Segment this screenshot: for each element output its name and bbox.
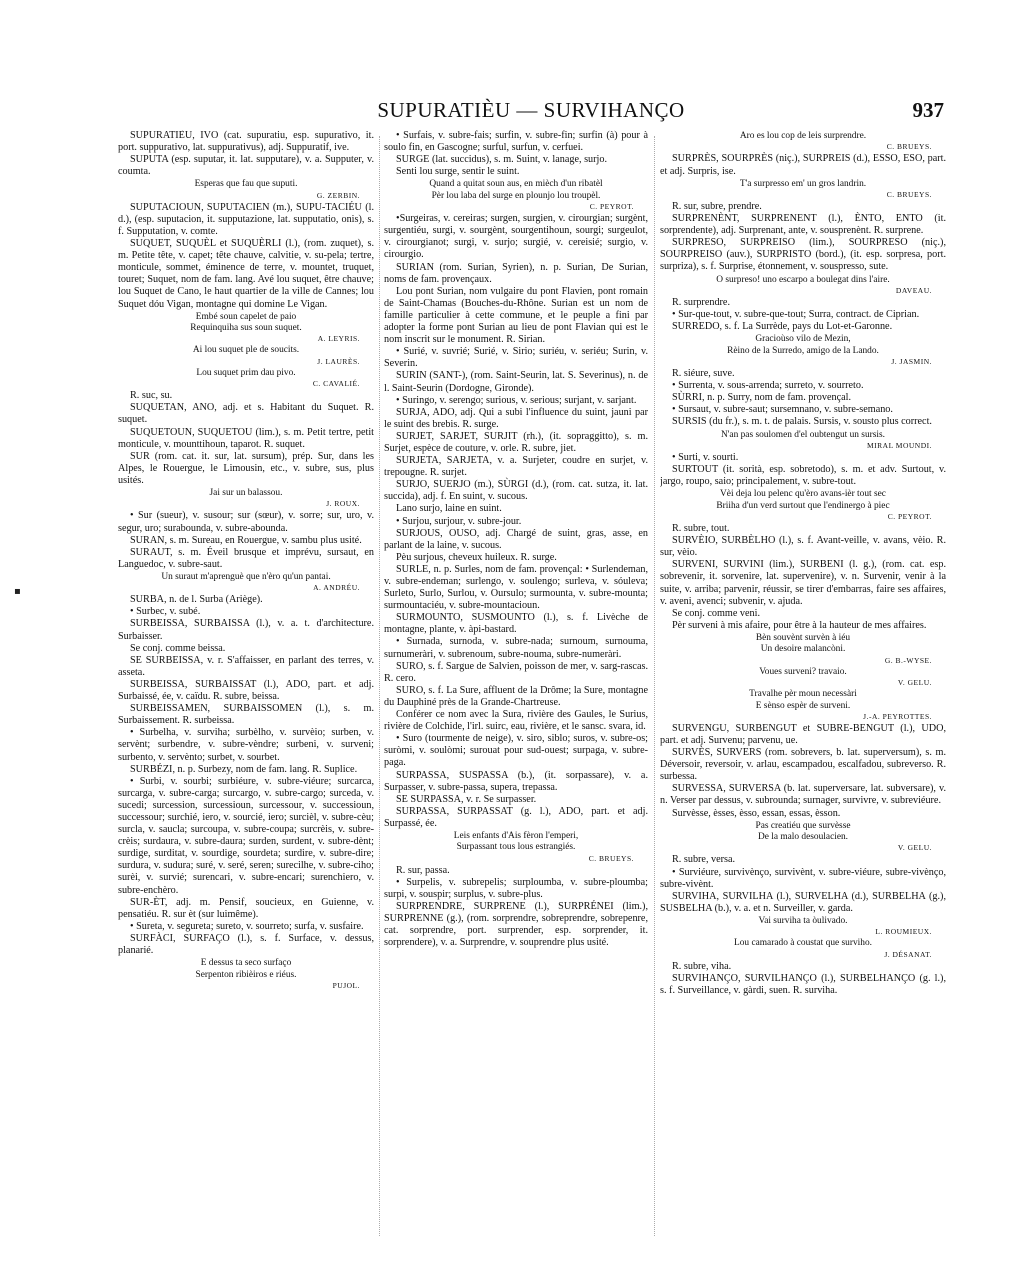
quote-line: Esperas que fau que suputi. [194, 179, 298, 190]
dictionary-entry: SURPASSA, SURPASSAT (g. l.), ADO, part. et adj. Surpassé, ée. [384, 805, 648, 829]
quote-author: J.-A. PEYROTTES. [863, 711, 932, 721]
dictionary-entry: • Suringo, v. serengo; surious, v. serious; surjant, v. sarjant. [396, 394, 637, 406]
dictionary-entry: SURVENGU, SURBENGUT et SUBRE-BENGUT (l.), UDO, part. et adj. Survenu; parvenu, ue. [660, 722, 946, 746]
dictionary-entry: SURGE (lat. succidus), s. m. Suint, v. lanage, surjo. [396, 154, 607, 166]
dictionary-entry: • Surviéure, survivènço, survivènt, v. subre-viéure, subre-vivènço, subre-vivènt. [660, 866, 946, 890]
dictionary-entry: SE SURPASSA, v. r. Se surpasser. [396, 793, 537, 805]
dictionary-entry: SURFÀCI, SURFAÇO (l.), s. f. Surface, v. dessus, planarié. [118, 932, 374, 956]
quote-author: A. LEYRIS. [317, 334, 360, 344]
dictionary-entry: SUQUET, SUQUÈL et SUQUÈRLI (l.), (rom. zuquet), s. m. Petite tête, v. capet; tête chauve, calvitie, v. su-pela; tertre, monticule, sommet, éminence de terre, v. mountet, truquet, touret; Suquet, nom de fam. lang. Avé lou suquet, être chauve; lou Suquet de Cano, le haut quartier de la ville de Cannes; lou Suquet dóu Vigan, montagne qui domine Le Vigan. [118, 238, 374, 310]
dictionary-entry: • Surpelis, v. subrepelis; surploumba, v. subre-ploumba; surpi, v. souspir; surplus, v. subre-plus. [384, 876, 648, 900]
dictionary-entry: SURVESSA, SURVERSA (b. lat. superversare, lat. subversare), v. n. Verser par dessus, v. subrounda; surnager, survivre, v. subreviéure. [660, 783, 946, 807]
dictionary-entry: • Surbec, v. subé. [130, 606, 201, 618]
citation-quote [660, 489, 946, 522]
dictionary-column-3 [660, 130, 946, 1240]
column-divider [379, 136, 380, 1236]
citation-quote [660, 633, 946, 666]
citation-quote [118, 488, 374, 509]
dictionary-entry: SURBA, n. de l. Surba (Ariège). [130, 594, 263, 606]
dictionary-entry: SURVIHA, SURVILHA (l.), SURVELHA (d.), SURBELHA (g.), SUSBELHA (b.), v. a. et n. Surveiller, v. garda. [660, 890, 946, 914]
quote-author: C. BRUEYS. [886, 142, 932, 152]
dictionary-entry: SURSIS (du fr.), s. m. t. de palais. Sursis, v. sousto plus correct. [672, 416, 932, 428]
dictionary-entry: • Surbelha, v. surviha; surbèlho, v. survèio; surben, v. servènt; surbendre, v. subre-vèndre; surbeni, v. surveni; surbento, v. servènto; surbet, v. sourbet. [118, 727, 374, 763]
dictionary-entry: SURJOUS, OUSO, adj. Chargé de suint, gras, asse, en parlant de la laine, v. sucous. [384, 527, 648, 551]
dictionary-entry: • Surti, v. sourti. [672, 451, 739, 463]
citation-quote [660, 821, 946, 854]
quote-line: Pas creatiéu que survèsse [755, 820, 851, 831]
dictionary-entry: R. sur, passa. [396, 864, 450, 876]
quote-line: Quand a quitat soun aus, en mièch d'un ribatèl [429, 179, 603, 190]
quote-line: Embé soun capelet de paio [195, 311, 297, 322]
dictionary-entry: SURVENI, SURVINI (lim.), SURBENI (l. g.), (rom. cat. esp. sobrevenir, it. sorvenire, lat. supervenire), v. n. Survenir, venir à la suite, v. arriba; parvenir, réussir, se tirer d'embarras, faire ses affaires, v. aveni, avenci; subvenir, v. ajuda. [660, 559, 946, 607]
citation-quote [660, 689, 946, 722]
quote-line: N'an pas soulomen d'el oubtengut un sursis. [720, 429, 886, 440]
dictionary-entry: Conférer ce nom avec la Sura, rivière des Gaules, le Surius, rivière de Colchide, l'irl. suirc, eau, rivière, et le sansc. svara, id. [384, 709, 648, 733]
dictionary-entry: • Surjou, surjour, v. subre-jour. [396, 515, 522, 527]
quote-author: C. PEYROT. [589, 202, 634, 212]
margin-mark: ▪ [14, 586, 21, 597]
dictionary-entry: SURLE, n. p. Surles, nom de fam. provençal: • Surlendeman, v. subre-endeman; surlengo, v. soulengo; surleva, v. sóuleva; Surleto, Surlo, Surlou, v. Oursulo; surmounta, v. subre-mounta; surmountaciéu, v. subre-mountacioun. [384, 563, 648, 612]
quote-author: L. ROUMIEUX. [875, 927, 932, 937]
quote-line: Travalhe pèr moun necessàri [749, 689, 857, 700]
quote-line: Un suraut m'aprenguè que n'èro qu'un pantai. [161, 571, 331, 582]
quote-line: Lou camarado à coustat que surviho. [734, 938, 872, 949]
quote-line: Vai surviha ta òulivado. [758, 915, 848, 926]
quote-author: V. GELU. [897, 843, 932, 853]
dictionary-entry: R. surprendre. [672, 296, 730, 308]
citation-quote [660, 667, 946, 688]
dictionary-entry: • Surié, v. suvrié; Surié, v. Sirio; suriéu, v. seriéu; Surin, v. Severin. [384, 346, 648, 370]
quote-author: PUJOL. [332, 980, 360, 990]
page-header [118, 98, 944, 128]
citation-quote [384, 831, 648, 864]
citation-quote [660, 275, 946, 296]
dictionary-entry: R. suc, su. [130, 390, 173, 402]
dictionary-entry: SE SURBEISSA, v. r. S'affaisser, en parlant des terres, v. asseta. [118, 654, 374, 678]
quote-line: Rèino de la Surredo, amigo de la Lando. [727, 345, 879, 356]
quote-line: Briiha d'un verd surtout que l'endinergo à piec [716, 500, 890, 511]
dictionary-column-2 [384, 130, 648, 1240]
quote-author: J. LAURÈS. [317, 356, 360, 366]
dictionary-entry: SURPRENÈNT, SURPRENENT (l.), ÈNTO, ENTO (it. sorprendente), adj. Surprenant, ante, v. sousprenènt. R. surprene. [660, 213, 946, 237]
dictionary-entry: SURVIHANÇO, SURVILHANÇO (l.), SURBELHANÇO (g. l.), s. f. Surveillance, v. gàrdi, suen. R. surviha. [660, 972, 946, 996]
quote-line: Pèr lou laba del surge en plounjo lou troupèl. [431, 190, 601, 201]
quote-line: De la malo desoulacien. [757, 832, 849, 843]
quote-line: Gracioùso vilo de Mezin, [755, 334, 851, 345]
dictionary-entry: SURTOUT (it. sorità, esp. sobretodo), s. m. et adv. Surtout, v. jargo, roupo, saio; principalement, v. subre-tout. [660, 464, 946, 488]
dictionary-entry: • Sursaut, v. subre-saut; sursemnano, v. subre-semano. [672, 404, 893, 416]
dictionary-entry: Lou pont Surian, nom vulgaire du pont Flavien, pont romain de Saint-Chamas (Bouches-du-Rhône. Surian est un nom de famille particulier à cette commune, et le peuple a fini par adopter la forme pont Surian au lieu de pont Flavian qui est le nom inscrit sur le monument. R. Sirian. [384, 285, 648, 346]
quote-author: G. B.-WYSE. [884, 655, 932, 665]
citation-quote [118, 345, 374, 366]
quote-line: Leis enfants d'Ais fèron l'emperi, [453, 830, 579, 841]
dictionary-entry: SUPURATIÈU, IVO (cat. supuratiu, esp. supurativo, it. port. suppurativo, lat. suppurativus), adj. Suppuratif, ive. [118, 130, 374, 154]
citation-quote [660, 916, 946, 937]
dictionary-entry: Survèsse, èsses, èsso, essan, essas, èsson. [672, 807, 841, 819]
quote-line: Un desoire malancòni. [760, 644, 846, 655]
quote-line: Ai lou suquet ple de soucits. [192, 345, 300, 356]
dictionary-entry: SURPRÈS, SOURPRÈS (niç.), SURPREIS (d.), ESSO, ESO, part. et adj. Surpris, ise. [660, 153, 946, 177]
dictionary-entry: • Surfais, v. subre-fais; surfin, v. subre-fin; surfin (à) pour à soulo fin, en Gascogne; surful, surfun, v. cerfuei. [384, 130, 648, 154]
quote-author: C. CAVALIÉ. [312, 379, 360, 389]
dictionary-entry: SURVÈIO, SURBÈLHO (l.), s. f. Avant-veille, v. avans, vèio. R. sur, vèio. [660, 535, 946, 559]
dictionary-entry: R. subre, tout. [672, 523, 730, 535]
citation-quote [118, 312, 374, 345]
quote-line: E sènso espèr de surveni. [755, 700, 851, 711]
dictionary-entry: • Surnada, surnoda, v. subre-nada; surnoum, surnouma, surnumeràri, v. subrenoum, subre-nouma, subre-numeràri. [384, 636, 648, 660]
citation-quote [118, 958, 374, 991]
dictionary-entry: SURBÉZI, n. p. Surbezy, nom de fam. lang. R. Suplice. [130, 763, 358, 775]
dictionary-entry: R. subre, versa. [672, 854, 736, 866]
dictionary-entry: SURBEISSA, SURBAISSA (l.), v. a. t. d'architecture. Surbaisser. [118, 618, 374, 642]
citation-quote [660, 938, 946, 959]
dictionary-entry: • Sureta, v. segureta; sureto, v. sourreto; surfa, v. susfaire. [130, 920, 364, 932]
dictionary-entry: SUPUTACIOUN, SUPUTACIEN (m.), SUPU-TACIÉU (l. d.), (esp. suputacion, it. supputazione, lat. supputatio, onis), s. f. Supputation, v. comte. [118, 201, 374, 237]
dictionary-entry: • Surbi, v. sourbi; surbiéure, v. subre-viéure; surcarca, surcarga, v. subre-carga; surcargo, v. subre-cargo; surceda, v. sucedi; surcession, surcessioun, surcessour, v. successioun, successour; surchié, iero, v. sourcié, iero; surcièl, v. subre-cèu; surcla, v. saucla; surcoupa, v. subre-coupa; surcrèis, v. subre-crèis; surdaura, v. subre-daura; surden, surdent, v. subre-dènt; surdige, surditat, v. sourdige, sourdeta; surdire, v. subre-dire; surdura, v. sudura; suré, v. seré, seren; surecilhe, v. subre-ciho; surèi, v. survié; surencari, v. subre-encari; surenchiero, v. subre-enchèro. [118, 775, 374, 896]
column-divider [654, 136, 655, 1236]
dictionary-entry: SURO, s. f. La Sure, affluent de la Drôme; la Sure, montagne du Dauphiné près de la Grande-Chartreuse. [384, 684, 648, 708]
citation-quote [384, 179, 648, 212]
dictionary-column-1 [118, 130, 374, 1240]
dictionary-entry: SURO, s. f. Sargue de Salvien, poisson de mer, v. sarg-rascas. R. cero. [384, 660, 648, 684]
dictionary-entry: SURJO, SUERJO (m.), SÙRGI (d.), (rom. cat. sutza, it. lat. succida), adj. f. En suint, v. sucous. [384, 479, 648, 503]
quote-author: C. BRUEYS. [886, 190, 932, 199]
dictionary-entry: SURPRENDRE, SURPRENE (l.), SURPRÉNEI (lim.), SURPRENNE (g.), (rom. sorprendre, sobreprendre, sobrepenre, cat. sorprendre, port. surprender, esp. sorprender, it. sorprendere), v. a. Surprendre, v. souprendre plus usité. [384, 901, 648, 949]
quote-author: J. DÉSANAT. [884, 949, 932, 959]
running-title: SUPURATIÈU — SURVIHANÇO [377, 98, 685, 122]
dictionary-entry: SURJET, SARJET, SURJIT (rh.), (it. sopraggitto), s. m. Surjet, espèce de couture, v. orle. R. subre, jiet. [384, 430, 648, 454]
dictionary-entry: Senti lou surge, sentir le suint. [396, 166, 520, 178]
citation-quote [118, 368, 374, 389]
dictionary-entry: • Sur-que-tout, v. subre-que-tout; Surra, contract. de Ciprian. [672, 309, 920, 321]
quote-author: J. JASMIN. [891, 357, 932, 367]
dictionary-entry: Lano surjo, laine en suint. [396, 503, 502, 515]
page-number: 937 [912, 98, 944, 122]
dictionary-entry: SUR (rom. cat. it. sur, lat. sursum), prép. Sur, dans les Alpes, le Rouergue, le Limousin, etc., v. subre, sus, plus usités. [118, 450, 374, 486]
dictionary-entry: Se conj. comme beissa. [130, 642, 226, 654]
quote-line: Voues surveni? travaio. [759, 666, 847, 677]
dictionary-entry: R. subre, viha. [672, 960, 732, 972]
dictionary-entry: R. sur, subre, prendre. [672, 201, 762, 212]
quote-author: DAVEAU. [895, 285, 932, 295]
quote-author: G. ZERBIN. [316, 190, 360, 200]
dictionary-entry: SURMOUNTO, SUSMOUNTO (l.), s. f. Livèche de montagne, plante, v. àpi-bastard. [384, 612, 648, 636]
quote-line: Requinquiha sus soun suquet. [190, 323, 302, 334]
dictionary-entry: SURAUT, s. m. Éveil brusque et imprévu, sursaut, en Languedoc, v. subre-saut. [118, 546, 374, 570]
citation-quote [660, 131, 946, 152]
quote-line: E dessus ta seco surfaço [200, 958, 292, 969]
dictionary-entry: SURJA, ADO, adj. Qui a subi l'influence du suint, jauni par le suint des brebis. R. surge. [384, 406, 648, 430]
dictionary-entry: SUR-ÈT, adj. m. Pensif, soucieux, en Guienne, v. pensatiéu. R. sur èt (sur luimême). [118, 896, 374, 920]
dictionary-entry: SUQUETOUN, SUQUETOU (lim.), s. m. Petit tertre, petit monticule, v. mounttihoun, taparot. R. suquet. [118, 426, 374, 450]
dictionary-entry: SURIN (SANT-), (rom. Saint-Seurin, lat. S. Severinus), n. de l. Saint-Seurin (Dordogne, Gironde). [384, 370, 648, 394]
citation-quote [118, 572, 374, 593]
dictionary-entry: Pèu surjous, cheveux huileux. R. surge. [396, 551, 557, 563]
dictionary-entry: Se conj. comme veni. [672, 607, 760, 619]
quote-line: Vèi deja lou pelenc qu'èro avans-ièr tout sec [720, 489, 886, 500]
dictionary-entry: SURAN, s. m. Sureau, en Rouergue, v. sambu plus usité. [130, 534, 362, 546]
dictionary-entry: • Sur (sueur), v. susour; sur (sœur), v. sorre; sur, uro, v. segur, uro; surabounda, v. subre-abounda. [118, 510, 374, 534]
dictionary-entry: SURVÈS, SURVERS (rom. sobrevers, b. lat. superversum), s. m. Déversoir, reversoir, v. arlau, escampadou, escalfadou, subreverso. R. surbessa. [660, 747, 946, 783]
quote-line: Surpassant tous lous estrangiés. [456, 842, 576, 853]
dictionary-entry: SURIAN (rom. Surian, Syrien), n. p. Surian, De Surian, noms de fam. provençaux. [384, 261, 648, 285]
quote-line: T'a surpresso em' un gros landrin. [739, 178, 867, 189]
quote-author: J. ROUX. [326, 499, 360, 509]
quote-author: MIRAL MOUNDI. [867, 440, 932, 450]
dictionary-entry: R. siéure, suve. [672, 368, 735, 380]
citation-quote [118, 179, 374, 200]
quote-line: Jai sur un balassou. [209, 488, 283, 498]
dictionary-entry: SURJETA, SARJETA, v. a. Surjeter, coudre en surjet, v. trepougne. R. surjet. [384, 455, 648, 479]
quote-line: Aro es lou cop de leis surprendre. [739, 131, 867, 141]
quote-author: V. GELU. [897, 678, 932, 688]
quote-line: O surpreso! uno escarpo a boulegat dins l'aire. [716, 274, 890, 285]
quote-line: Lou suquet prim dau pivo. [196, 367, 296, 378]
dictionary-entry: SURBEISSA, SURBAISSAT (l.), ADO, part. et adj. Surbaissé, ée, v. caïdu. R. subre, beissa. [118, 678, 374, 703]
dictionary-entry: SÙRRI, n. p. Surry, nom de fam. provençal. [672, 392, 852, 404]
dictionary-entry: Pèr surveni à mis afaire, pour être à la hauteur de mes affaires. [672, 619, 927, 631]
dictionary-entry: SURPRESO, SURPREISO (lim.), SOURPRESO (niç.), SOURPREISO (auv.), SURPRISTO (bord.), (it. esp. sorpresa, port. surpriza), s. f. Surprise, étonnement, v. souspresso, sute. [660, 237, 946, 273]
citation-quote [660, 179, 946, 200]
dictionary-entry: SUPUTA (esp. suputar, it. lat. supputare), v. a. Supputer, v. coumta. [118, 154, 374, 178]
quote-line: Bèn souvènt survèn à iéu [755, 632, 851, 643]
dictionary-entry: SURPASSA, SUSPASSA (b.), (it. sorpassare), v. a. Surpasser, v. subre-passa, supera, trepassa. [384, 769, 648, 793]
dictionary-entry: • Suro (tourmente de neige), v. siro, siblo; suros, v. subre-os; suròmi, v. soulòmi; surouat pour sud-ouest; surpaga, v. subre-paga. [384, 733, 648, 769]
quote-author: A. ANDRÉU. [313, 583, 360, 593]
citation-quote [660, 430, 946, 451]
quote-author: C. PEYROT. [887, 512, 932, 522]
dictionary-entry: SURREDO, s. f. La Surrède, pays du Lot-et-Garonne. [672, 321, 893, 333]
dictionary-entry: • Surrenta, v. sous-arrenda; surreto, v. sourreto. [672, 380, 864, 392]
dictionary-entry: SURBEISSAMEN, SURBAISSOMEN (l.), s. m. Surbaissement. R. surbeissa. [118, 703, 374, 727]
citation-quote [660, 334, 946, 367]
quote-line: Serpenton ribièiros e riéus. [195, 969, 297, 980]
quote-author: C. BRUEYS. [588, 853, 634, 863]
dictionary-entry: SUQUETAN, ANO, adj. et s. Habitant du Suquet. R. suquet. [118, 402, 374, 426]
dictionary-entry: •Surgeiras, v. cereiras; surgen, surgien, v. cirourgian; surgènt, surgentiéu, surgi, v. sourgènt, sourgentihoun, sourgi; surgeulot, v. cirourgianot; surgi, v. surjo; surgié, v. cereisié; surgio, v. cirourgio. [384, 213, 648, 261]
